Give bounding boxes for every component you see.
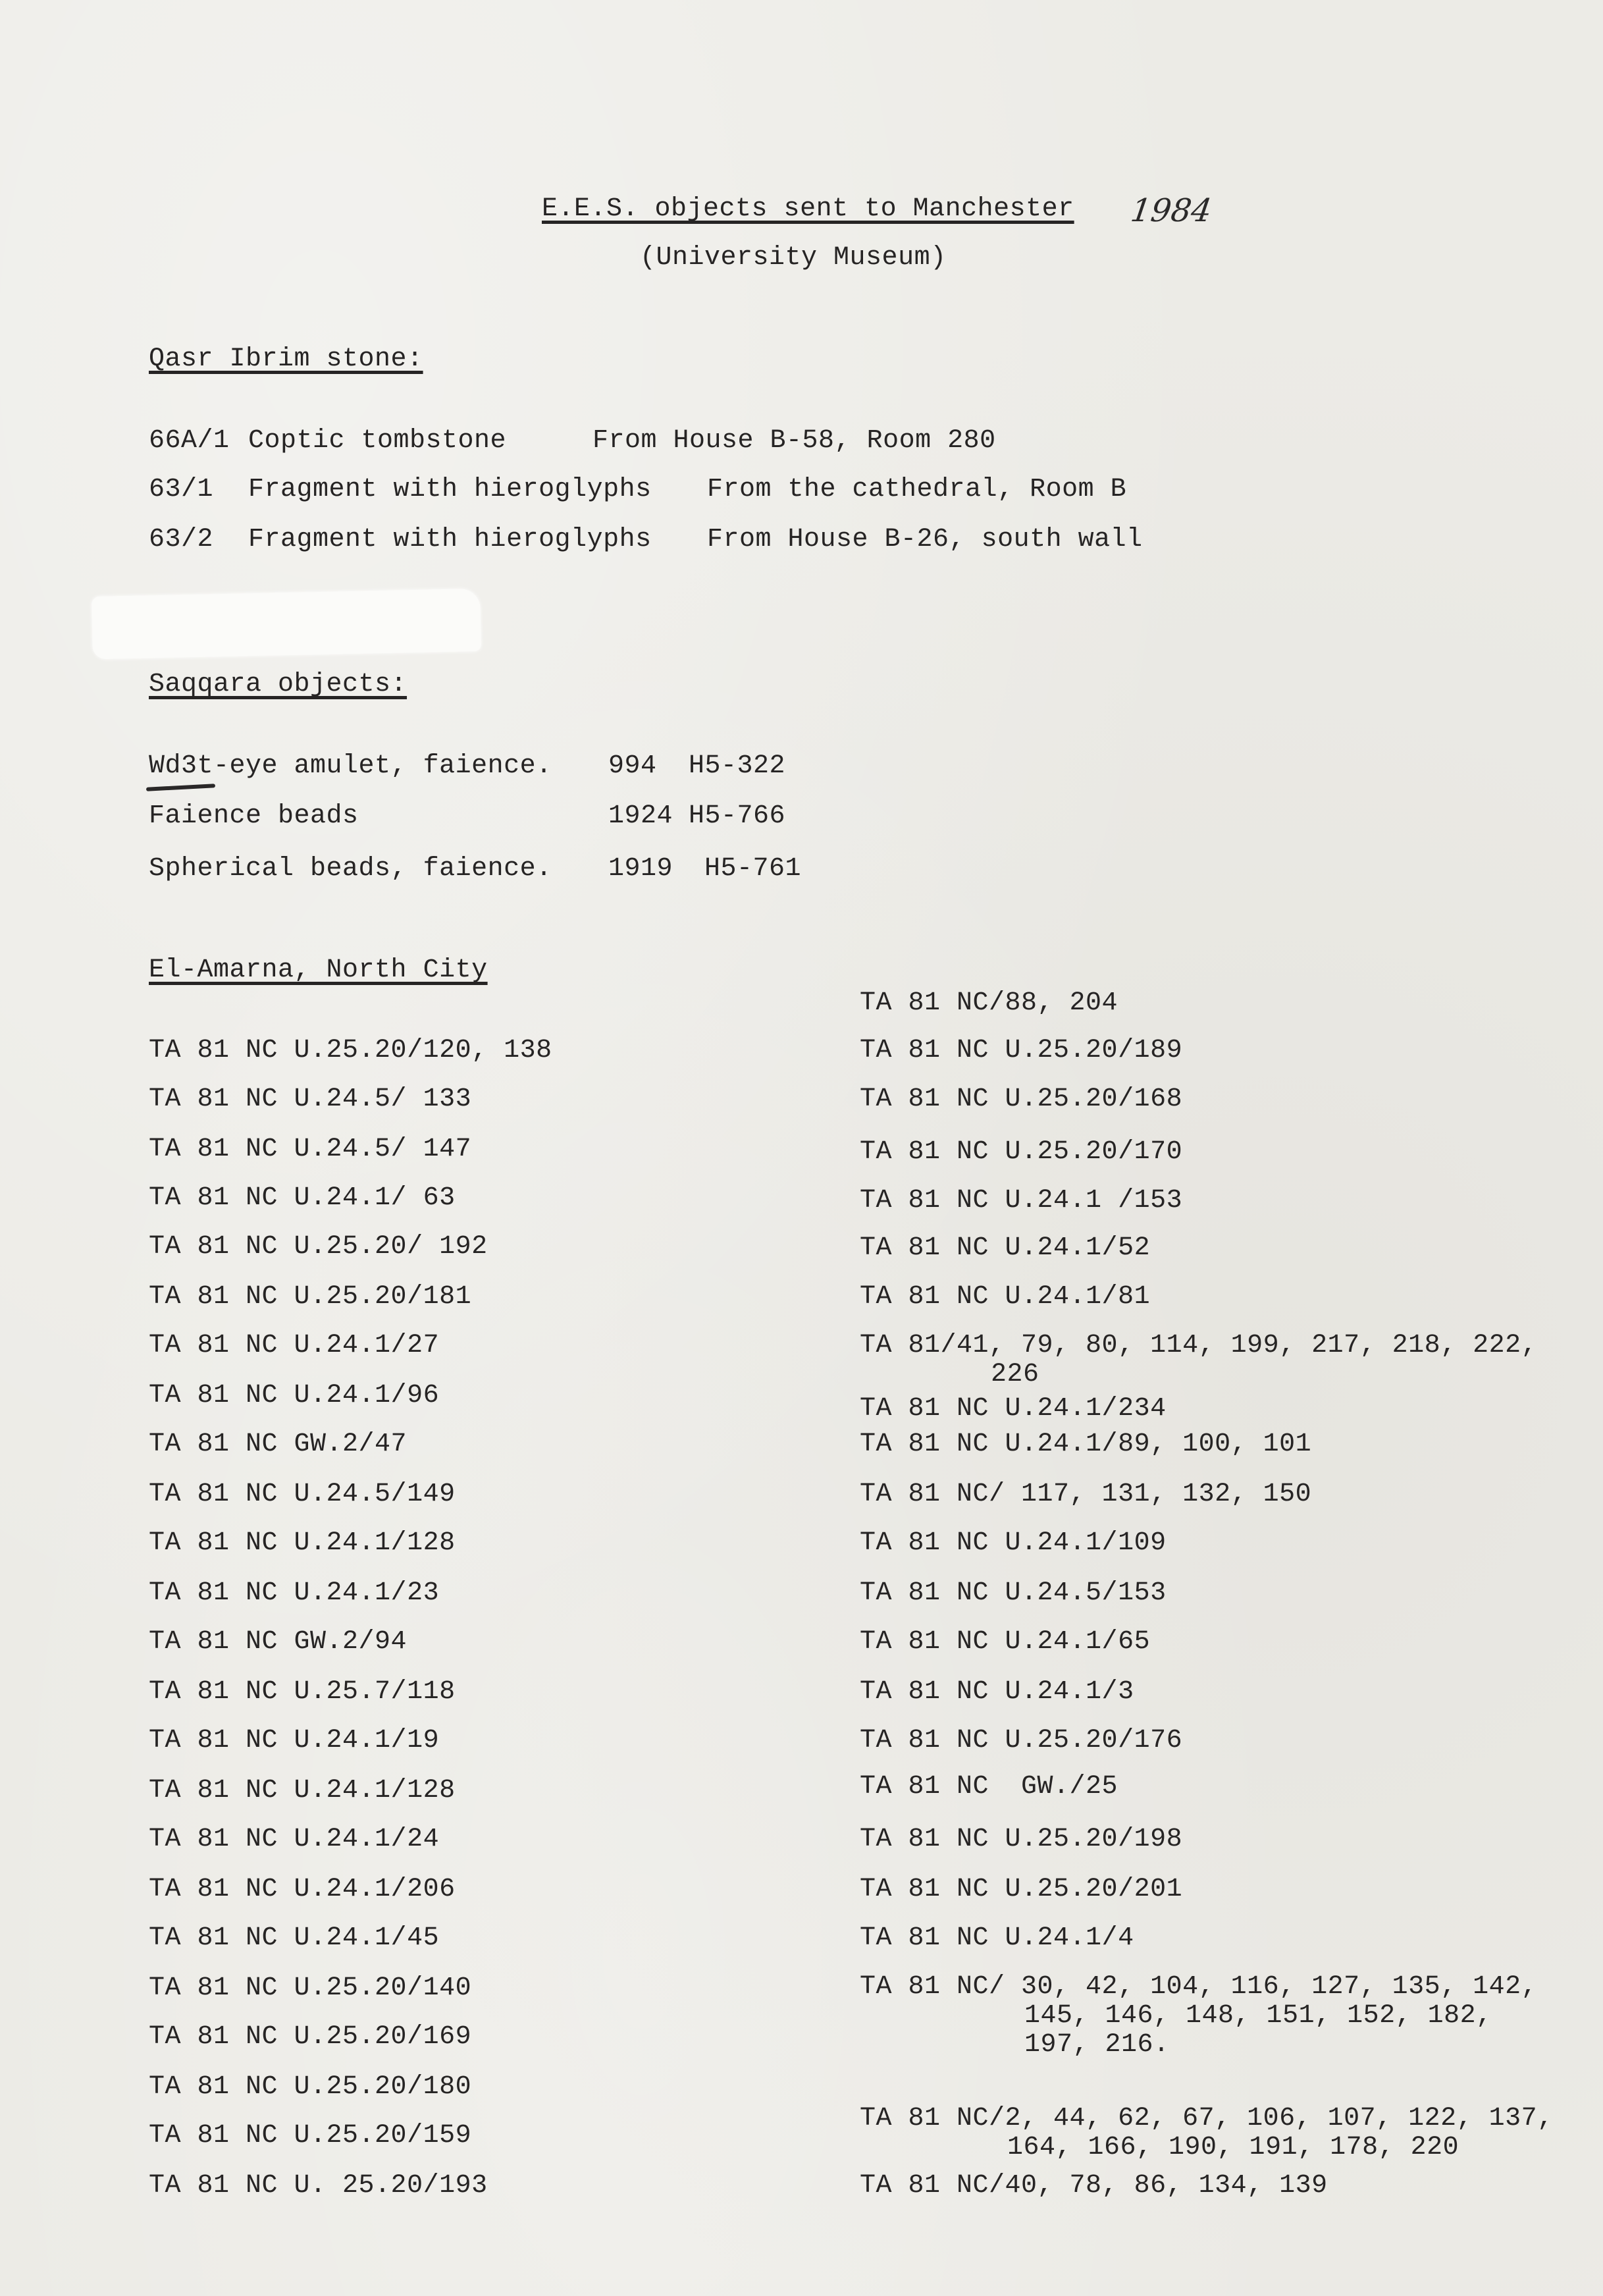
item-provenance: From House B-58, Room 280 xyxy=(592,426,996,456)
catalogue-entry: TA 81 NC/2, 44, 62, 67, 106, 107, 122, 137, xyxy=(860,2104,1554,2133)
item-ref: H5-766 xyxy=(689,801,786,831)
catalogue-entry: TA 81 NC U.25.20/189 xyxy=(860,1036,1183,1065)
catalogue-entry: TA 81 NC U.25.20/170 xyxy=(860,1137,1183,1167)
document-subtitle: (University Museum) xyxy=(640,243,947,273)
catalogue-entry: TA 81 NC U.24.1/128 xyxy=(149,1528,456,1558)
catalogue-entry: TA 81 NC U.25.20/169 xyxy=(149,2022,472,2052)
handwritten-underline xyxy=(146,784,215,791)
catalogue-entry-continuation: 164, 166, 190, 191, 178, 220 xyxy=(1007,2133,1459,2162)
item-number: 63/2 xyxy=(149,525,214,554)
item-description: Fragment with hieroglyphs xyxy=(248,475,652,504)
catalogue-entry: TA 81/41, 79, 80, 114, 199, 217, 218, 222, xyxy=(860,1331,1538,1360)
catalogue-entry: TA 81 NC U.25.20/140 xyxy=(149,1973,472,2003)
catalogue-entry: TA 81 NC/88, 204 xyxy=(860,988,1118,1018)
catalogue-entry: TA 81 NC/ 117, 131, 132, 150 xyxy=(860,1480,1312,1509)
item-ref: H5-322 xyxy=(689,751,786,781)
catalogue-entry: TA 81 NC U.24.1/45 xyxy=(149,1923,440,1953)
section-heading-saqqara: Saqqara objects: xyxy=(149,670,407,699)
catalogue-entry: TA 81 NC U.24.1/234 xyxy=(860,1394,1167,1424)
item-number: 66A/1 xyxy=(149,426,230,456)
item-number: 1919 xyxy=(608,854,673,884)
catalogue-entry: TA 81 NC U.25.20/120, 138 xyxy=(149,1036,552,1065)
catalogue-entry: TA 81 NC U.24.1/19 xyxy=(149,1726,440,1755)
correction-fluid-patch xyxy=(92,589,481,659)
catalogue-entry: TA 81 NC U.24.1/109 xyxy=(860,1528,1167,1558)
item-description: Wd3t-eye amulet, faience. xyxy=(149,751,552,781)
catalogue-entry: TA 81 NC U.24.1/3 xyxy=(860,1677,1134,1707)
item-description: Coptic tombstone xyxy=(248,426,507,456)
catalogue-entry: TA 81 NC U.24.1/206 xyxy=(149,1875,456,1904)
item-provenance: From House B-26, south wall xyxy=(707,525,1143,554)
catalogue-entry: TA 81 NC U.25.20/ 192 xyxy=(149,1232,488,1262)
catalogue-entry: TA 81 NC U.25.20/168 xyxy=(860,1084,1183,1114)
catalogue-entry: TA 81 NC U.25.7/118 xyxy=(149,1677,456,1707)
item-description: Fragment with hieroglyphs xyxy=(248,525,652,554)
section-heading-amarna: El-Amarna, North City xyxy=(149,955,488,985)
catalogue-entry: TA 81 NC/40, 78, 86, 134, 139 xyxy=(860,2171,1328,2201)
document-title: E.E.S. objects sent to Manchester xyxy=(542,194,1074,224)
catalogue-entry-continuation: 226 xyxy=(991,1360,1039,1389)
catalogue-entry: TA 81 NC U.24.5/149 xyxy=(149,1480,456,1509)
catalogue-entry: TA 81 NC U.24.1/81 xyxy=(860,1282,1151,1312)
catalogue-entry: TA 81 NC U.24.1/65 xyxy=(860,1627,1151,1657)
catalogue-entry: TA 81 NC U.25.20/159 xyxy=(149,2121,472,2150)
catalogue-entry: TA 81 NC U.24.1/4 xyxy=(860,1923,1134,1953)
catalogue-entry: TA 81 NC GW.2/94 xyxy=(149,1627,407,1657)
catalogue-entry: TA 81 NC GW./25 xyxy=(860,1772,1118,1802)
catalogue-entry: TA 81 NC U.25.20/181 xyxy=(149,1282,472,1312)
catalogue-entry: TA 81 NC U.24.1/27 xyxy=(149,1331,440,1360)
item-description: Faience beads xyxy=(149,801,359,831)
catalogue-entry: TA 81 NC U.24.1/96 xyxy=(149,1381,440,1410)
catalogue-entry: TA 81 NC U.25.20/176 xyxy=(860,1726,1183,1755)
handwritten-year: 1984 xyxy=(1128,192,1215,229)
item-ref: H5-761 xyxy=(704,854,802,884)
catalogue-entry-continuation: 197, 216. xyxy=(1024,2030,1170,2060)
item-provenance: From the cathedral, Room B xyxy=(707,475,1127,504)
catalogue-entry: TA 81 NC U.24.5/ 147 xyxy=(149,1135,472,1164)
catalogue-entry-continuation: 145, 146, 148, 151, 152, 182, xyxy=(1024,2001,1492,2031)
catalogue-entry: TA 81 NC U.25.20/180 xyxy=(149,2072,472,2102)
catalogue-entry: TA 81 NC U.25.20/201 xyxy=(860,1875,1183,1904)
item-number: 63/1 xyxy=(149,475,214,504)
section-heading-qasr-ibrim: Qasr Ibrim stone: xyxy=(149,344,423,374)
catalogue-entry: TA 81 NC U.24.1/23 xyxy=(149,1578,440,1608)
item-description: Spherical beads, faience. xyxy=(149,854,552,884)
item-number: 1924 xyxy=(608,801,673,831)
catalogue-entry: TA 81 NC U.25.20/198 xyxy=(860,1825,1183,1854)
catalogue-entry: TA 81 NC U. 25.20/193 xyxy=(149,2171,488,2201)
catalogue-entry: TA 81 NC U.24.1 /153 xyxy=(860,1186,1183,1215)
catalogue-entry: TA 81 NC U.24.1/128 xyxy=(149,1776,456,1805)
catalogue-entry: TA 81 NC U.24.5/153 xyxy=(860,1578,1167,1608)
catalogue-entry: TA 81 NC GW.2/47 xyxy=(149,1429,407,1459)
item-number: 994 xyxy=(608,751,657,781)
catalogue-entry: TA 81 NC/ 30, 42, 104, 116, 127, 135, 142, xyxy=(860,1972,1538,2002)
catalogue-entry: TA 81 NC U.24.1/ 63 xyxy=(149,1183,456,1213)
catalogue-entry: TA 81 NC U.24.1/52 xyxy=(860,1233,1151,1263)
catalogue-entry: TA 81 NC U.24.5/ 133 xyxy=(149,1084,472,1114)
catalogue-entry: TA 81 NC U.24.1/89, 100, 101 xyxy=(860,1429,1312,1459)
catalogue-entry: TA 81 NC U.24.1/24 xyxy=(149,1825,440,1854)
